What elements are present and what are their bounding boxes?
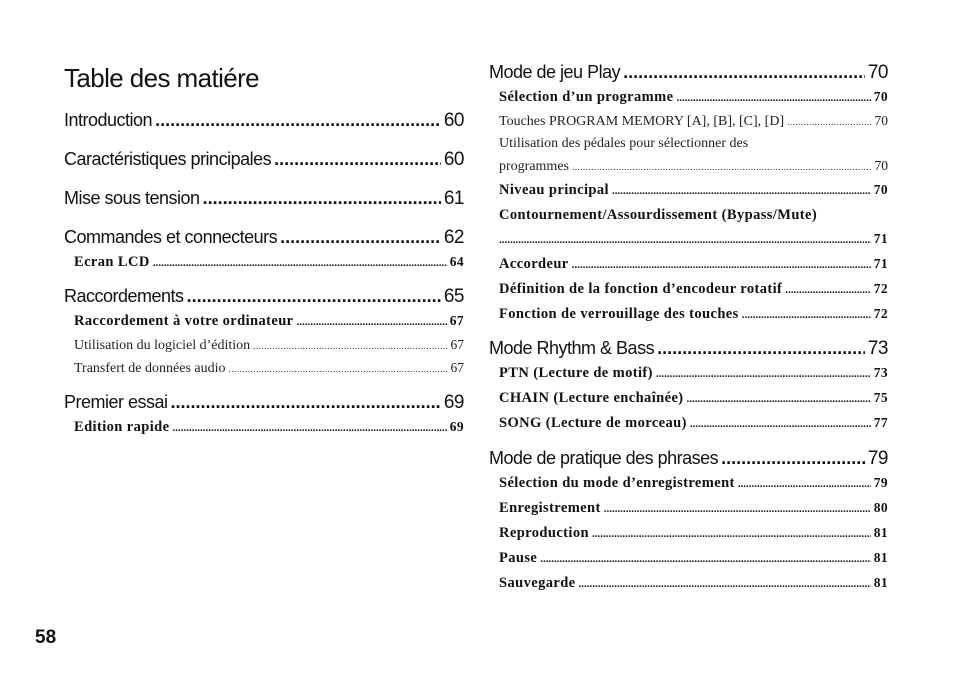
toc-entry-page: 71 xyxy=(873,256,888,271)
toc-entry-label: Touches PROGRAM MEMORY [A], [B], [C], [D] xyxy=(499,114,785,129)
toc-entry-page: 65 xyxy=(443,286,464,307)
toc-entry-song[interactable] xyxy=(489,411,888,436)
toc-entry-introduction[interactable] xyxy=(64,108,464,133)
toc-entry-commandes[interactable] xyxy=(64,225,464,250)
toc-entry-edition-rapide[interactable] xyxy=(64,415,464,440)
toc-entry-page: 70 xyxy=(874,158,888,173)
toc-entry-page: 79 xyxy=(873,475,888,490)
toc-entry-label: programmes xyxy=(499,159,569,174)
toc-entry-page: 72 xyxy=(873,306,888,321)
toc-entry-page: 62 xyxy=(443,227,464,248)
toc-entry-page: 81 xyxy=(873,550,888,565)
toc-entry-reproduction[interactable] xyxy=(489,521,888,546)
toc-entry-label: Fonction de verrouillage des touches xyxy=(499,306,739,322)
toc-entry-page: 73 xyxy=(873,365,888,380)
toc-entry-bypass-page[interactable] xyxy=(489,227,888,252)
toc-entry-accordeur[interactable] xyxy=(489,252,888,277)
toc-entry-page: 67 xyxy=(450,337,464,352)
toc-entry-raccordement-ordinateur[interactable] xyxy=(64,309,464,334)
toc-entry-label: Sélection d’un programme xyxy=(499,89,674,105)
toc-entry-premier-essai[interactable] xyxy=(64,390,464,415)
toc-entry-mise-sous-tension[interactable] xyxy=(64,186,464,211)
toc-entry-label: Définition de la fonction d’encodeur rotatif xyxy=(499,281,783,297)
toc-entry-label: Mode de jeu Play xyxy=(489,62,621,82)
toc-entry-label: Raccordement à votre ordinateur xyxy=(74,313,294,329)
toc-entry-page: 73 xyxy=(867,338,888,359)
toc-entry-caracteristiques[interactable] xyxy=(64,147,464,172)
toc-entry-label: Caractéristiques principales xyxy=(64,149,272,169)
toc-entry-mode-rhythm-bass[interactable] xyxy=(489,336,888,361)
toc-entry-encodeur-rotatif[interactable] xyxy=(489,277,888,302)
toc-entry-page: 69 xyxy=(449,419,464,434)
toc-entry-enregistrement[interactable] xyxy=(489,496,888,521)
toc-entry-ptn[interactable] xyxy=(489,361,888,386)
toc-entry-pedales-line1[interactable]: Utilisation des pédales pour sélectionner des xyxy=(499,136,749,151)
toc-entry-page: 70 xyxy=(874,113,888,128)
toc-entry-page: 60 xyxy=(443,110,464,131)
toc-entry-page: 70 xyxy=(873,182,888,197)
toc-entry-label: Niveau principal xyxy=(499,182,609,198)
toc-entry-page: 80 xyxy=(873,500,888,515)
toc-entry-label: Enregistrement xyxy=(499,500,601,516)
toc-entry-chain[interactable] xyxy=(489,386,888,411)
toc-entry-mode-play[interactable] xyxy=(489,60,888,85)
toc-entry-page: 60 xyxy=(443,149,464,170)
toc-entry-label: PTN (Lecture de motif) xyxy=(499,365,653,381)
toc-entry-sauvegarde[interactable] xyxy=(489,571,888,596)
toc-entry-label: Pause xyxy=(499,550,538,566)
toc-entry-label: Sauvegarde xyxy=(499,575,576,591)
toc-entry-label: Reproduction xyxy=(499,525,589,541)
toc-entry-label: Introduction xyxy=(64,110,153,130)
toc-entry-label: SONG (Lecture de morceau) xyxy=(499,415,687,431)
toc-entry-page: 70 xyxy=(867,62,888,83)
toc-entry-label: Accordeur xyxy=(499,256,569,272)
toc-entry-label: Premier essai xyxy=(64,392,168,412)
toc-entry-logiciel-edition[interactable] xyxy=(64,334,464,357)
page-number: 58 xyxy=(35,627,57,648)
toc-entry-page: 67 xyxy=(450,360,464,375)
toc-entry-label: Raccordements xyxy=(64,286,184,306)
toc-entry-page: 70 xyxy=(873,89,888,104)
toc-entry-verrouillage-touches[interactable] xyxy=(489,302,888,327)
toc-entry-page: 75 xyxy=(873,390,888,405)
toc-entry-label: CHAIN (Lecture enchaînée) xyxy=(499,390,684,406)
toc-entry-selection-programme[interactable] xyxy=(489,85,888,110)
toc-entry-bypass-line1[interactable]: Contournement/Assourdissement (Bypass/Mute) xyxy=(499,207,818,223)
toc-entry-page: 81 xyxy=(873,575,888,590)
toc-entry-page: 79 xyxy=(867,448,888,469)
toc-entry-label: Edition rapide xyxy=(74,419,170,435)
page-title: Table des matiére xyxy=(64,63,260,93)
toc-entry-niveau-principal[interactable] xyxy=(489,178,888,203)
toc-entry-pedales-programmes[interactable] xyxy=(489,155,888,178)
toc-entry-label: Transfert de données audio xyxy=(74,361,226,376)
toc-entry-page: 61 xyxy=(443,188,464,209)
toc-entry-mode-phrases[interactable] xyxy=(489,446,888,471)
toc-entry-page: 67 xyxy=(449,313,464,328)
toc-entry-touches-program-memory[interactable] xyxy=(489,110,888,133)
toc-entry-pause[interactable] xyxy=(489,546,888,571)
toc-entry-page: 69 xyxy=(443,392,464,413)
toc-entry-page: 77 xyxy=(873,415,888,430)
toc-entry-page: 72 xyxy=(873,281,888,296)
toc-entry-label: Mode Rhythm & Bass xyxy=(489,338,655,358)
toc-entry-page: 71 xyxy=(873,231,888,246)
toc-entry-raccordements[interactable] xyxy=(64,284,464,309)
toc-right-column xyxy=(489,58,888,596)
toc-entry-label: Ecran LCD xyxy=(74,254,150,270)
toc-entry-selection-enregistrement[interactable] xyxy=(489,471,888,496)
toc-entry-page: 64 xyxy=(449,254,464,269)
toc-entry-label: Commandes et connecteurs xyxy=(64,227,278,247)
toc-left-column xyxy=(64,58,464,440)
toc-entry-label: Sélection du mode d’enregistrement xyxy=(499,475,735,491)
toc-entry-ecran-lcd[interactable] xyxy=(64,250,464,275)
toc-entry-transfert-audio[interactable] xyxy=(64,357,464,380)
toc-entry-label: Utilisation du logiciel d’édition xyxy=(74,338,251,353)
toc-entry-label: Mode de pratique des phrases xyxy=(489,448,719,468)
toc-entry-page: 81 xyxy=(873,525,888,540)
toc-entry-label: Mise sous tension xyxy=(64,188,200,208)
